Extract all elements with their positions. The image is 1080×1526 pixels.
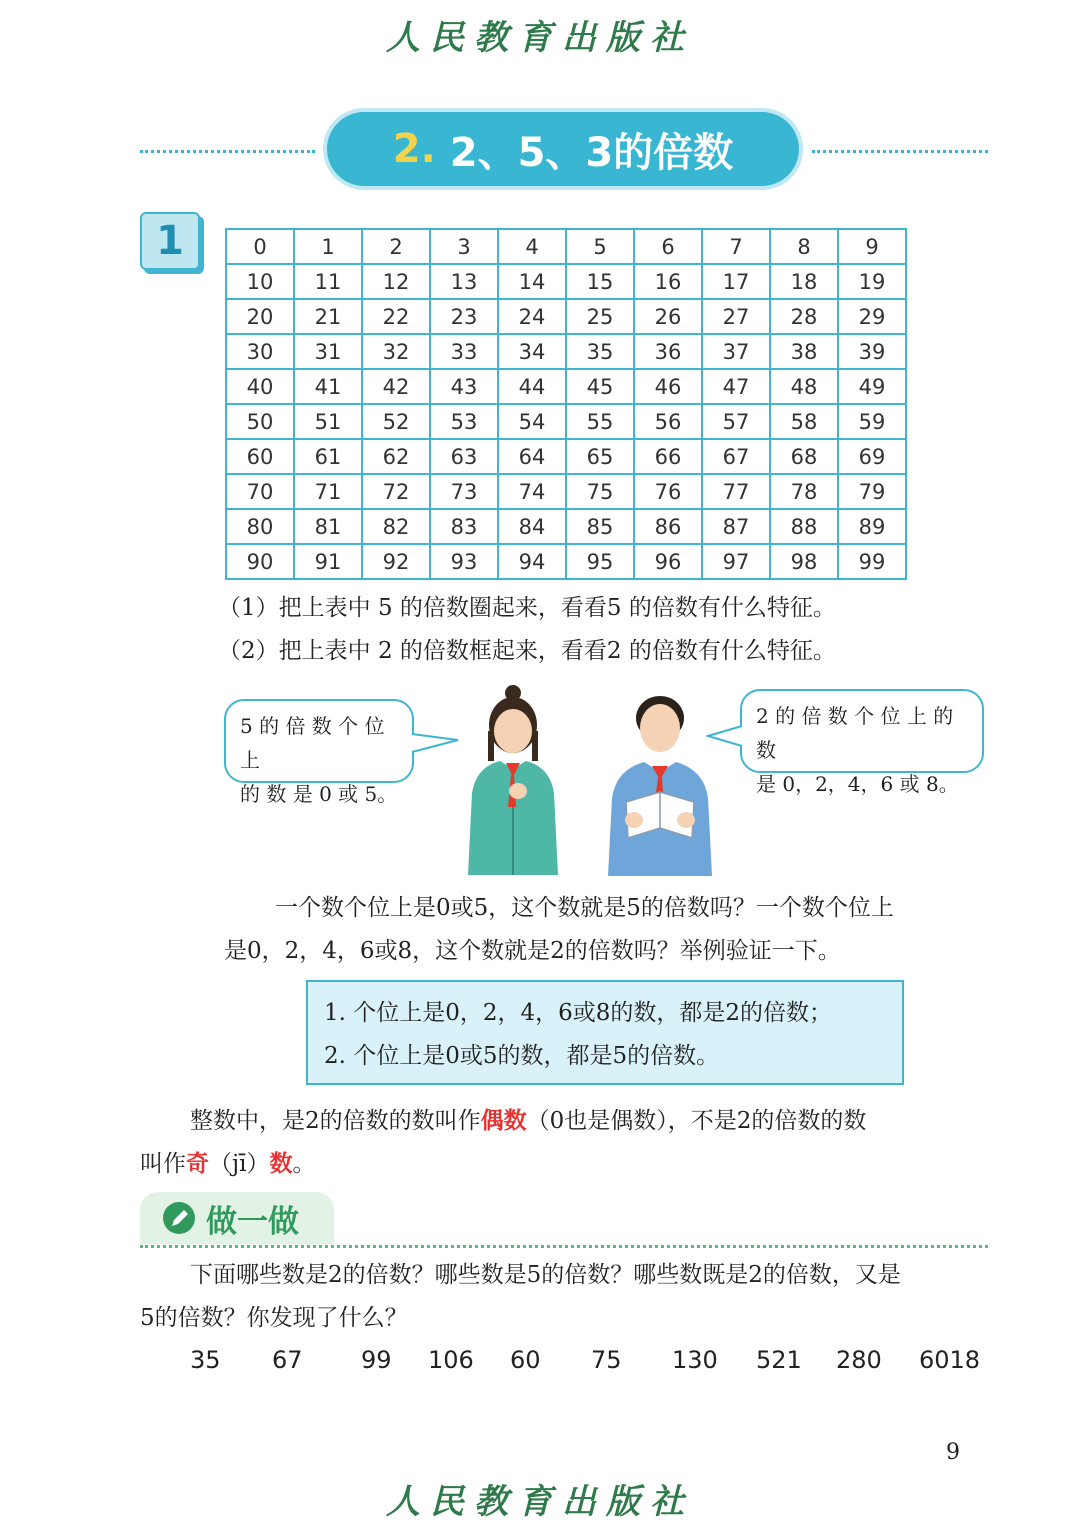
table-cell: 68 <box>770 439 838 474</box>
table-row <box>226 509 906 544</box>
table-cell: 77 <box>702 474 770 509</box>
table-cell: 4 <box>498 229 566 264</box>
title-dots-left <box>140 150 315 153</box>
table-cell: 81 <box>294 509 362 544</box>
table-cell: 99 <box>838 544 906 579</box>
doit-divider <box>140 1245 988 1248</box>
question-2: （2）把上表中 2 的倍数框起来，看看2 的倍数有什么特征。 <box>218 638 836 664</box>
table-cell: 34 <box>498 334 566 369</box>
table-cell: 80 <box>226 509 294 544</box>
table-cell: 83 <box>430 509 498 544</box>
table-cell: 46 <box>634 369 702 404</box>
table-cell: 18 <box>770 264 838 299</box>
question-1: （1）把上表中 5 的倍数圈起来，看看5 的倍数有什么特征。 <box>218 595 836 621</box>
table-cell: 21 <box>294 299 362 334</box>
table-row <box>226 404 906 439</box>
table-cell: 67 <box>702 439 770 474</box>
table-cell: 13 <box>430 264 498 299</box>
section-title: 2、5、3的倍数 <box>449 129 734 176</box>
table-cell: 15 <box>566 264 634 299</box>
table-cell: 39 <box>838 334 906 369</box>
table-cell: 1 <box>294 229 362 264</box>
doit-number: 106 <box>428 1346 474 1374</box>
table-cell: 91 <box>294 544 362 579</box>
problem-number-badge: 1 <box>140 212 200 270</box>
table-cell: 29 <box>838 299 906 334</box>
boy-illustration <box>598 688 722 876</box>
table-cell: 85 <box>566 509 634 544</box>
table-cell: 84 <box>498 509 566 544</box>
table-cell: 65 <box>566 439 634 474</box>
definition-text-c: 叫作 <box>140 1151 186 1177</box>
table-cell: 93 <box>430 544 498 579</box>
table-cell: 17 <box>702 264 770 299</box>
table-row <box>226 334 906 369</box>
table-cell: 20 <box>226 299 294 334</box>
table-cell: 74 <box>498 474 566 509</box>
discussion-line-2: 是0，2，4，6或8，这个数就是2的倍数吗？举例验证一下。 <box>224 938 841 964</box>
table-cell: 6 <box>634 229 702 264</box>
table-cell: 64 <box>498 439 566 474</box>
table-cell: 57 <box>702 404 770 439</box>
table-cell: 26 <box>634 299 702 334</box>
table-cell: 7 <box>702 229 770 264</box>
table-cell: 33 <box>430 334 498 369</box>
pinyin-ji: （jī） <box>209 1151 270 1177</box>
doit-number: 99 <box>361 1346 392 1374</box>
doit-number: 6018 <box>919 1346 981 1374</box>
table-cell: 5 <box>566 229 634 264</box>
table-cell: 42 <box>362 369 430 404</box>
table-cell: 50 <box>226 404 294 439</box>
table-cell: 70 <box>226 474 294 509</box>
rule-2: 2. 个位上是0或5的数，都是5的倍数。 <box>324 1043 720 1069</box>
section-number: 2. <box>392 126 436 172</box>
table-row <box>226 299 906 334</box>
table-cell: 27 <box>702 299 770 334</box>
table-cell: 43 <box>430 369 498 404</box>
page-number: 9 <box>946 1440 960 1465</box>
girl-speech-line-2: 的 数 是 0 或 5。 <box>240 782 398 806</box>
table-cell: 59 <box>838 404 906 439</box>
definition-line-2 <box>140 1142 316 1186</box>
boy-speech-bubble <box>740 689 984 796</box>
table-cell: 31 <box>294 334 362 369</box>
table-cell: 56 <box>634 404 702 439</box>
girl-speech-bubble <box>224 699 414 806</box>
table-cell: 88 <box>770 509 838 544</box>
table-cell: 40 <box>226 369 294 404</box>
publisher-logo-bottom: 人民教育出版社 <box>386 1482 694 1522</box>
table-row <box>226 439 906 474</box>
table-cell: 11 <box>294 264 362 299</box>
doit-number: 35 <box>190 1346 221 1374</box>
rule-box <box>306 980 904 1085</box>
doit-prompt-line-1: 下面哪些数是2的倍数？哪些数是5的倍数？哪些数既是2的倍数，又是 <box>190 1262 901 1288</box>
table-cell: 38 <box>770 334 838 369</box>
table-cell: 63 <box>430 439 498 474</box>
girl-bubble-tail <box>410 730 462 760</box>
table-cell: 54 <box>498 404 566 439</box>
table-cell: 14 <box>498 264 566 299</box>
definition-period: 。 <box>292 1151 316 1177</box>
table-cell: 90 <box>226 544 294 579</box>
table-cell: 92 <box>362 544 430 579</box>
table-cell: 23 <box>430 299 498 334</box>
table-cell: 66 <box>634 439 702 474</box>
table-cell: 10 <box>226 264 294 299</box>
table-cell: 22 <box>362 299 430 334</box>
table-cell: 55 <box>566 404 634 439</box>
doit-tab <box>140 1192 334 1244</box>
table-cell: 48 <box>770 369 838 404</box>
table-row <box>226 544 906 579</box>
table-cell: 87 <box>702 509 770 544</box>
table-cell: 96 <box>634 544 702 579</box>
doit-prompt-line-2: 5的倍数？你发现了什么？ <box>140 1305 408 1331</box>
doit-number: 67 <box>272 1346 303 1374</box>
table-cell: 16 <box>634 264 702 299</box>
table-cell: 32 <box>362 334 430 369</box>
table-cell: 61 <box>294 439 362 474</box>
table-cell: 0 <box>226 229 294 264</box>
table-cell: 86 <box>634 509 702 544</box>
table-cell: 97 <box>702 544 770 579</box>
table-cell: 79 <box>838 474 906 509</box>
definition-text-a: 整数中，是2的倍数的数叫作 <box>190 1108 481 1134</box>
doit-number: 130 <box>672 1346 718 1374</box>
doit-number: 521 <box>756 1346 802 1374</box>
girl-speech-line-1: 5 的 倍 数 个 位 上 <box>240 714 385 772</box>
table-row <box>226 474 906 509</box>
table-cell: 35 <box>566 334 634 369</box>
term-odd-suffix: 数 <box>269 1150 293 1177</box>
table-cell: 45 <box>566 369 634 404</box>
table-cell: 95 <box>566 544 634 579</box>
table-cell: 89 <box>838 509 906 544</box>
table-cell: 28 <box>770 299 838 334</box>
table-cell: 69 <box>838 439 906 474</box>
boy-speech-line-2: 是 0，2，4，6 或 8。 <box>756 772 959 796</box>
girl-illustration <box>458 683 568 875</box>
table-cell: 3 <box>430 229 498 264</box>
table-cell: 25 <box>566 299 634 334</box>
table-cell: 49 <box>838 369 906 404</box>
table-cell: 51 <box>294 404 362 439</box>
table-cell: 76 <box>634 474 702 509</box>
table-cell: 47 <box>702 369 770 404</box>
doit-number: 60 <box>510 1346 541 1374</box>
term-even: 偶数 <box>480 1107 527 1134</box>
table-row <box>226 264 906 299</box>
section-title-banner <box>327 112 799 186</box>
table-row <box>226 369 906 404</box>
table-cell: 36 <box>634 334 702 369</box>
hundred-chart-table <box>225 228 907 580</box>
publisher-logo-top: 人民教育出版社 <box>386 18 694 58</box>
table-cell: 98 <box>770 544 838 579</box>
table-cell: 8 <box>770 229 838 264</box>
title-dots-right <box>812 150 988 153</box>
table-cell: 24 <box>498 299 566 334</box>
definition-line-1 <box>190 1099 866 1143</box>
rule-1: 1. 个位上是0，2，4，6或8的数，都是2的倍数； <box>324 1000 833 1026</box>
table-cell: 9 <box>838 229 906 264</box>
table-cell: 82 <box>362 509 430 544</box>
table-cell: 60 <box>226 439 294 474</box>
table-cell: 2 <box>362 229 430 264</box>
doit-number: 75 <box>591 1346 622 1374</box>
table-row <box>226 229 906 264</box>
table-cell: 58 <box>770 404 838 439</box>
discussion-line-1: 一个数个位上是0或5，这个数就是5的倍数吗？一个数个位上 <box>275 895 894 921</box>
table-cell: 52 <box>362 404 430 439</box>
table-cell: 44 <box>498 369 566 404</box>
table-cell: 73 <box>430 474 498 509</box>
table-cell: 53 <box>430 404 498 439</box>
boy-speech-line-1: 2 的 倍 数 个 位 上 的 数 <box>756 704 954 762</box>
table-cell: 30 <box>226 334 294 369</box>
table-cell: 12 <box>362 264 430 299</box>
table-cell: 75 <box>566 474 634 509</box>
table-cell: 71 <box>294 474 362 509</box>
table-cell: 72 <box>362 474 430 509</box>
table-cell: 19 <box>838 264 906 299</box>
doit-title: 做一做 <box>206 1203 299 1240</box>
term-odd-char: 奇 <box>186 1150 209 1177</box>
table-cell: 41 <box>294 369 362 404</box>
doit-number: 280 <box>836 1346 882 1374</box>
table-cell: 94 <box>498 544 566 579</box>
table-cell: 37 <box>702 334 770 369</box>
table-cell: 62 <box>362 439 430 474</box>
pencil-icon <box>162 1201 196 1235</box>
table-cell: 78 <box>770 474 838 509</box>
definition-text-b: （0也是偶数），不是2的倍数的数 <box>526 1108 867 1134</box>
